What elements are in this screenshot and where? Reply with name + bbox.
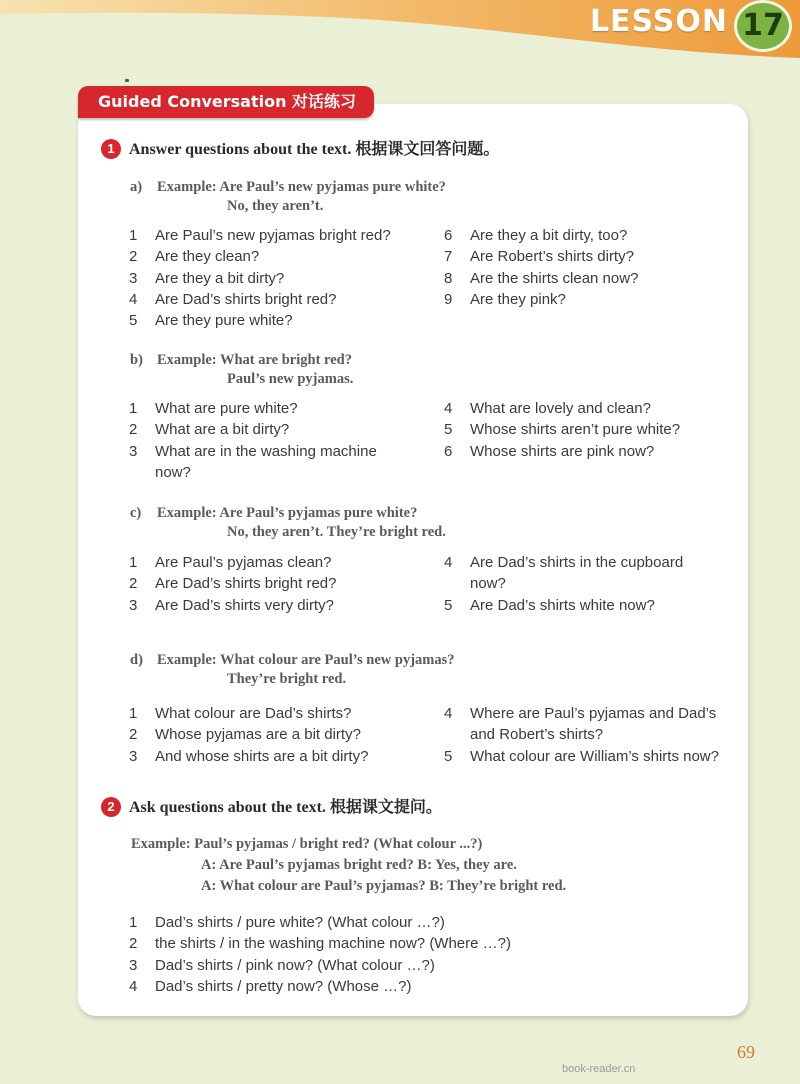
part-d-example-question: Example: What colour are Paul’s new pyjamas? <box>157 652 455 668</box>
section-2-example-line-2: A: Are Paul’s pyjamas bright red? B: Yes, they are. <box>201 857 517 873</box>
part-c-example-question: Example: Are Paul’s pyjamas pure white? <box>157 505 418 521</box>
part-c-example-answer: No, they aren’t. They’re bright red. <box>227 524 446 540</box>
question-item: 3 Are they a bit dirty? <box>129 269 285 287</box>
part-a-right-questions <box>444 225 638 310</box>
question-item: 2 Whose pyjamas are a bit dirty? <box>129 726 361 744</box>
part-c-left-questions <box>129 552 336 616</box>
part-d-example <box>130 651 455 689</box>
question-item: 2 the shirts / in the washing machine now? (Where …?) <box>129 935 511 953</box>
part-a-example <box>130 178 446 216</box>
part-b-letter: b) <box>130 352 143 368</box>
part-d-example-answer: They’re bright red. <box>227 671 347 687</box>
question-item: 6 Whose shirts are pink now? <box>444 442 655 460</box>
question-item: 4 Dad’s shirts / pretty now? (Whose …?) <box>129 977 412 995</box>
question-item: 1 Dad’s shirts / pure white? (What colour …?) <box>129 914 445 931</box>
question-item: 4 Are Dad’s shirts in the cupboard now? <box>444 554 684 593</box>
section-1-number-badge: 1 <box>101 139 121 159</box>
section-2-number-badge: 2 <box>101 797 121 817</box>
question-item: 5 Whose shirts aren’t pure white? <box>444 421 681 439</box>
part-b-right-questions <box>444 398 680 462</box>
section-2-example-line-1: Example: Paul’s pyjamas / bright red? (What colour ...?) <box>131 836 483 852</box>
question-item: 3 Are Dad’s shirts very dirty? <box>129 596 334 614</box>
part-a-letter: a) <box>130 179 143 195</box>
question-item: 4 Where are Paul’s pyjamas and Dad’s and Robert’s shirts? <box>444 705 717 744</box>
question-item: 7 Are Robert’s shirts dirty? <box>444 248 634 266</box>
question-item: 5 What colour are William’s shirts now? <box>444 747 719 765</box>
page-number: 69 <box>737 1042 755 1062</box>
part-b-example-question: Example: What are bright red? <box>157 352 352 368</box>
question-item: 9 Are they pink? <box>444 290 566 308</box>
question-item: 3 What are in the washing machine now? <box>129 442 377 481</box>
question-item: 5 Are they pure white? <box>129 312 293 330</box>
part-d-letter: d) <box>130 652 143 668</box>
lesson-number-badge: 17 <box>734 0 792 52</box>
question-item: 6 Are they a bit dirty, too? <box>444 227 628 244</box>
question-item: 1 What are pure white? <box>129 400 298 417</box>
question-item: 3 Dad’s shirts / pink now? (What colour …?) <box>129 956 435 974</box>
part-b-left-questions <box>129 398 377 483</box>
part-c-letter: c) <box>130 505 142 521</box>
question-item: 4 Are Dad’s shirts bright red? <box>129 290 337 308</box>
part-c-example <box>130 504 446 542</box>
part-c-right-questions <box>444 552 683 616</box>
watermark-url: book-reader.cn <box>562 1063 636 1075</box>
lesson-label: LESSON <box>589 4 728 39</box>
section-2-items <box>129 912 511 997</box>
part-a-example-answer: No, they aren’t. <box>227 198 324 214</box>
part-d-right-questions <box>444 703 719 767</box>
question-item: 2 Are they clean? <box>129 248 260 266</box>
section-2-title-text: Ask questions about the text. 根据课文提问。 <box>129 799 442 816</box>
section-2-example-line-3: A: What colour are Paul’s pyjamas? B: They’re bright red. <box>201 878 567 894</box>
question-item: 1 What colour are Dad’s shirts? <box>129 705 352 722</box>
question-item: 8 Are the shirts clean now? <box>444 269 639 287</box>
question-item: 2 What are a bit dirty? <box>129 421 290 439</box>
print-speck <box>125 79 129 82</box>
question-item: 1 Are Paul’s pyjamas clean? <box>129 554 332 571</box>
question-item: 4 What are lovely and clean? <box>444 400 651 417</box>
section-1-title <box>101 136 499 159</box>
part-d-left-questions <box>129 703 368 767</box>
part-b-example-answer: Paul’s new pyjamas. <box>227 371 354 387</box>
question-item: 2 Are Dad’s shirts bright red? <box>129 575 337 593</box>
question-item: 3 And whose shirts are a bit dirty? <box>129 747 369 765</box>
question-item: 5 Are Dad’s shirts white now? <box>444 596 655 614</box>
part-a-example-question: Example: Are Paul’s new pyjamas pure white? <box>157 179 446 195</box>
section-2-example <box>131 834 566 897</box>
question-item: 1 Are Paul’s new pyjamas bright red? <box>129 227 391 244</box>
part-a-left-questions <box>129 225 391 331</box>
part-b-example <box>130 351 353 389</box>
section-2-title <box>101 794 442 817</box>
guided-conversation-tab: Guided Conversation 对话练习 <box>78 86 374 118</box>
section-1-title-text: Answer questions about the text. 根据课文回答问题。 <box>129 141 500 158</box>
